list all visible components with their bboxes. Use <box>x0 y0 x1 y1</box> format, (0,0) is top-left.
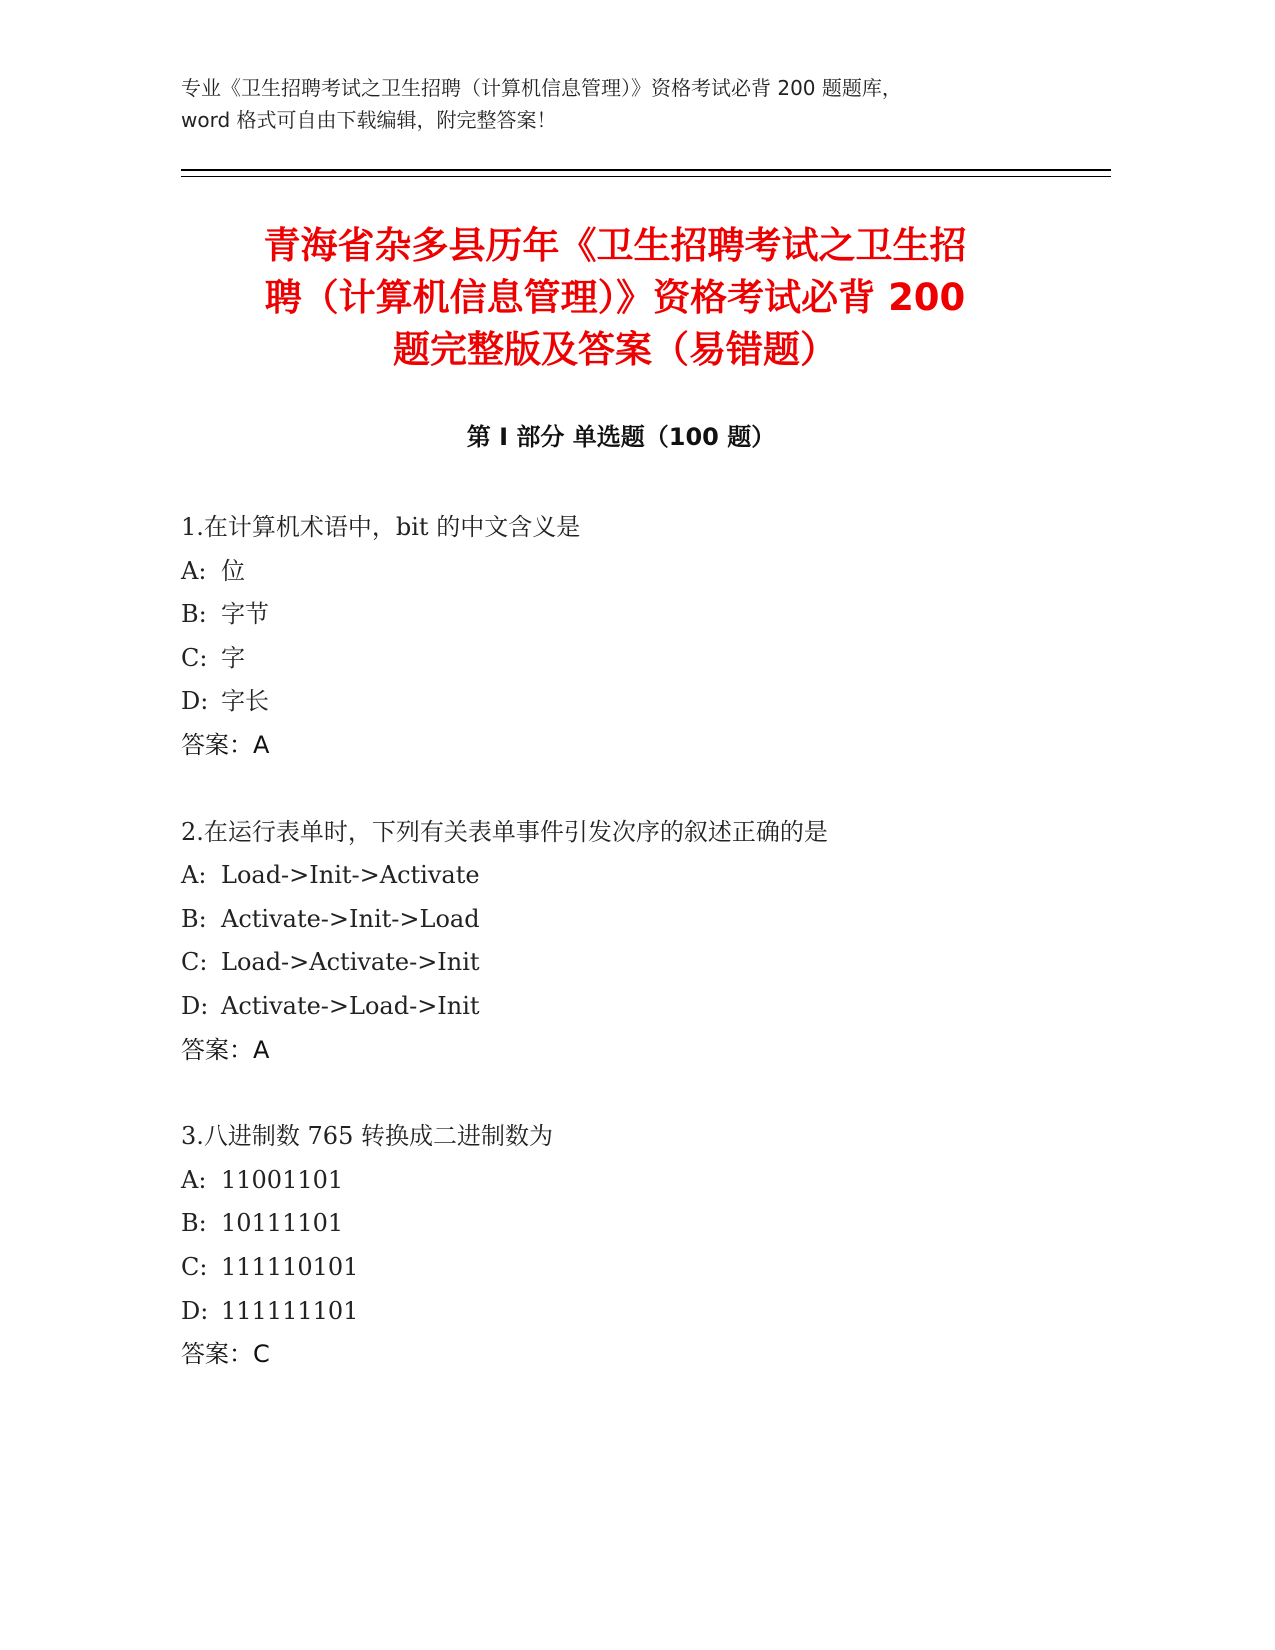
option-text: 字长 <box>221 687 269 716</box>
option-text: Load->Activate->Init <box>221 948 480 977</box>
option-text: 字 <box>221 643 245 672</box>
option-a <box>181 854 1081 898</box>
option-text: Load->Init->Activate <box>221 861 480 890</box>
option-text: 10111101 <box>221 1209 344 1238</box>
header-note-line-1: 专业《卫生招聘考试之卫生招聘（计算机信息管理）》资格考试必背 200 题题库， <box>181 76 902 100</box>
option-text: Activate->Init->Load <box>221 904 480 933</box>
question-list <box>181 506 1081 1420</box>
answer-line: 答案：A <box>181 730 270 759</box>
option-letter: C: <box>181 643 208 672</box>
question-stem: 2.在运行表单时，下列有关表单事件引发次序的叙述正确的是 <box>181 817 828 846</box>
answer-line: 答案：C <box>181 1340 270 1369</box>
option-c <box>181 941 1081 985</box>
option-letter: A: <box>181 1165 207 1194</box>
option-letter: D: <box>181 991 209 1020</box>
option-a <box>181 550 1081 594</box>
header-divider-thick <box>181 169 1111 171</box>
title-line-3: 题完整版及答案（易错题） <box>393 328 837 371</box>
option-letter: D: <box>181 687 209 716</box>
question-stem: 1.在计算机术语中，bit 的中文含义是 <box>181 513 581 541</box>
option-d <box>181 1290 1081 1334</box>
answer-line: 答案：A <box>181 1035 270 1064</box>
option-a <box>181 1159 1081 1203</box>
question-1 <box>181 506 1081 768</box>
option-letter: A: <box>181 556 207 585</box>
option-text: 字节 <box>221 600 269 629</box>
header-note-line-2: word 格式可自由下载编辑，附完整答案！ <box>181 108 557 132</box>
option-text: Activate->Load->Init <box>221 991 480 1020</box>
option-letter: D: <box>181 1296 209 1325</box>
option-letter: A: <box>181 861 207 890</box>
option-b <box>181 898 1081 942</box>
option-c <box>181 1246 1081 1290</box>
option-letter: B: <box>181 904 207 933</box>
option-d <box>181 985 1081 1029</box>
document-title <box>170 220 1060 376</box>
question-stem: 3.八进制数 765 转换成二进制数为 <box>181 1122 553 1151</box>
question-3 <box>181 1115 1081 1377</box>
option-letter: C: <box>181 948 208 977</box>
option-b <box>181 1202 1081 1246</box>
header-note <box>181 72 1081 136</box>
option-text: 111110101 <box>221 1252 359 1281</box>
option-letter: C: <box>181 1252 208 1281</box>
title-line-1: 青海省杂多县历年《卫生招聘考试之卫生招 <box>263 224 967 267</box>
option-text: 111111101 <box>221 1296 359 1325</box>
title-line-2: 聘（计算机信息管理）》资格考试必背 200 <box>264 276 966 319</box>
option-text: 11001101 <box>221 1165 344 1194</box>
option-letter: B: <box>181 1209 207 1238</box>
section-heading: 第 I 部分 单选题（100 题） <box>466 423 776 451</box>
header-divider-thin <box>181 176 1111 177</box>
option-b <box>181 593 1081 637</box>
question-2 <box>181 811 1081 1073</box>
option-letter: B: <box>181 600 207 629</box>
option-c <box>181 637 1081 681</box>
option-d <box>181 680 1081 724</box>
option-text: 位 <box>221 556 245 585</box>
